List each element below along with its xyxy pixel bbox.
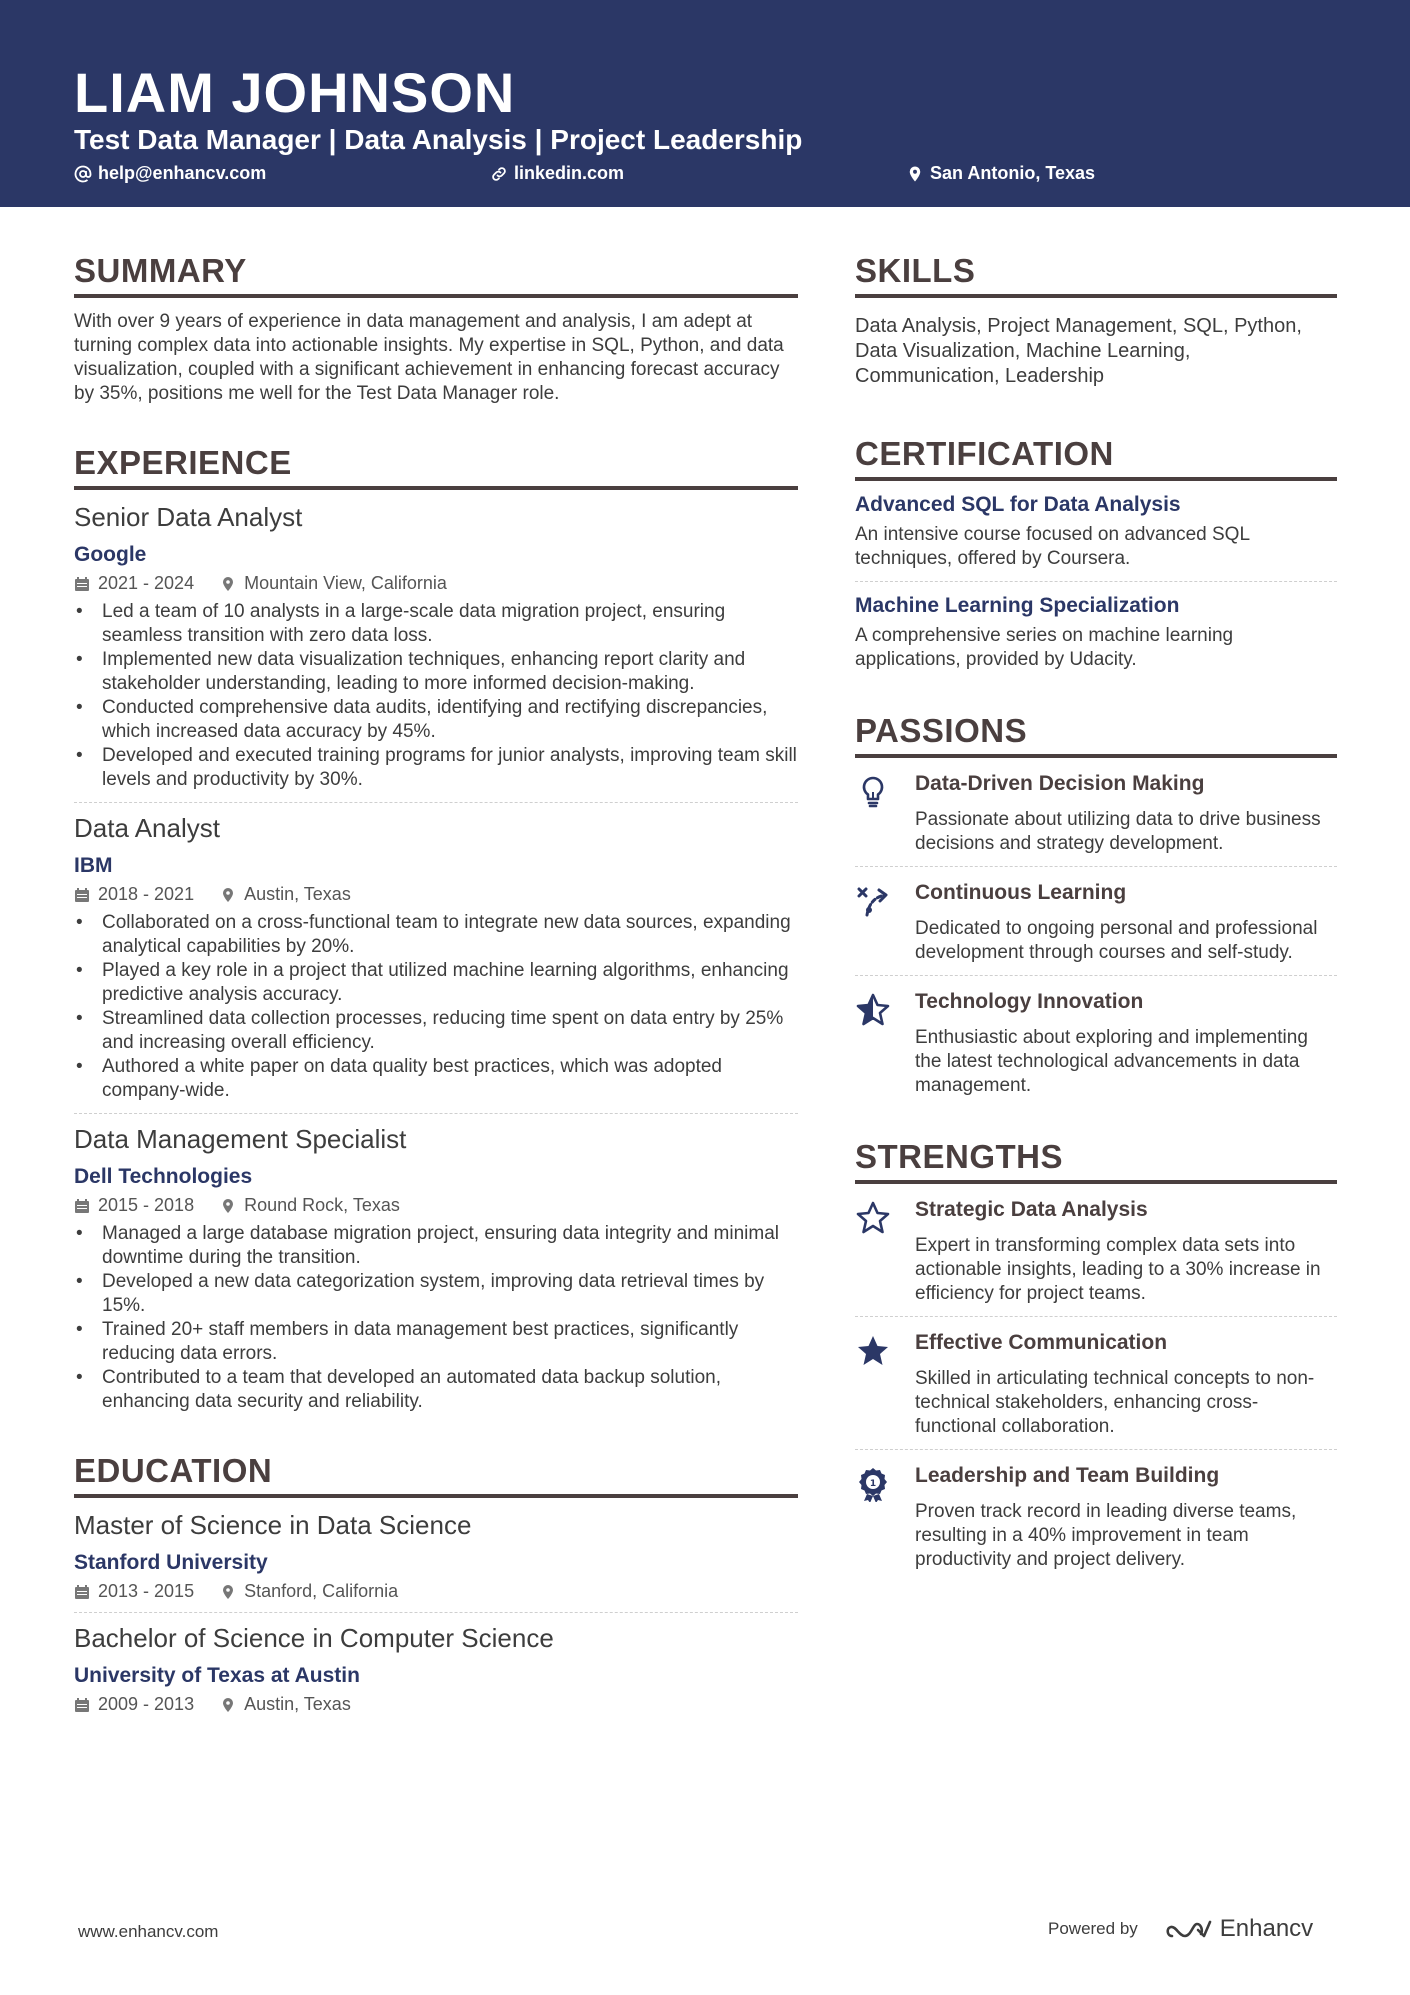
job-location: Round Rock, Texas [244, 1195, 400, 1215]
calendar-icon [74, 1697, 90, 1713]
job-bullets [74, 911, 798, 1103]
experience-section [74, 444, 798, 1414]
company-name: Google [74, 543, 147, 566]
linkedin-contact[interactable] [490, 163, 624, 184]
bullet-item: • Played a key role in a project that utilized machine learning algorithms, enhancing predictive analysis accuracy. [74, 959, 798, 1007]
star-filled-icon [855, 1333, 891, 1369]
passion-title: Continuous Learning [915, 881, 1127, 904]
location-contact [906, 163, 1095, 184]
passion-item [855, 881, 1337, 965]
divider [855, 866, 1337, 867]
job-entry [74, 502, 798, 803]
degree-title: Bachelor of Science in Computer Science [74, 1623, 554, 1653]
divider [74, 1113, 798, 1114]
left-column [74, 252, 798, 1715]
job-meta [74, 884, 798, 905]
svg-text:1: 1 [869, 1479, 877, 1489]
education-dates: 2009 - 2013 [98, 1694, 195, 1714]
degree-title: Master of Science in Data Science [74, 1510, 472, 1540]
skills-section [855, 252, 1337, 389]
job-bullets [74, 1222, 798, 1414]
divider [855, 581, 1337, 582]
strength-title: Strategic Data Analysis [915, 1198, 1148, 1221]
bullet-item: • Authored a white paper on data quality best practices, which was adopted company-wide. [74, 1055, 798, 1103]
passion-title: Data-Driven Decision Making [915, 772, 1205, 795]
section-heading: PASSIONS [855, 712, 1337, 758]
passion-desc: Dedicated to ongoing personal and professional development through courses and self-study. [915, 918, 1318, 963]
education-meta [74, 1694, 798, 1715]
calendar-icon [74, 1584, 90, 1600]
powered-by-text: Powered by [1048, 1919, 1138, 1938]
certification-desc: A comprehensive series on machine learning applications, provided by Udacity. [855, 625, 1234, 670]
at-icon [74, 165, 92, 183]
link-icon [490, 165, 508, 183]
education-location: Stanford, California [244, 1581, 399, 1601]
divider [855, 1449, 1337, 1450]
bullet-item: • Managed a large database migration project, ensuring data integrity and minimal downtime during the transition. [74, 1222, 798, 1270]
education-entry [74, 1510, 798, 1613]
passion-item [855, 772, 1337, 856]
star-outline-icon [855, 1200, 891, 1236]
divider [855, 975, 1337, 976]
job-meta [74, 573, 798, 594]
strength-item [855, 1464, 1337, 1572]
header-banner [0, 0, 1410, 207]
certification-desc: An intensive course focused on advanced SQL techniques, offered by Coursera. [855, 524, 1250, 569]
map-pin-icon [220, 1697, 236, 1713]
bullet-item: • Contributed to a team that developed an automated data backup solution, enhancing data security and reliability. [74, 1366, 798, 1414]
section-heading: EXPERIENCE [74, 444, 798, 490]
divider [855, 1316, 1337, 1317]
bullet-item: • Developed and executed training programs for junior analysts, improving team skill levels and productivity by 30%. [74, 744, 798, 792]
passion-title: Technology Innovation [915, 990, 1144, 1013]
footer-powered [1048, 1915, 1313, 1943]
bullet-item: • Implemented new data visualization techniques, enhancing report clarity and stakeholder understanding, leading to more informed decision-making. [74, 648, 798, 696]
strength-title: Effective Communication [915, 1331, 1168, 1354]
bullet-item: • Collaborated on a cross-functional team to integrate new data sources, expanding analytical capabilities by 20%. [74, 911, 798, 959]
job-location: Austin, Texas [244, 884, 351, 904]
strength-item [855, 1331, 1337, 1439]
job-bullets [74, 600, 798, 792]
job-title: Data Analyst [74, 813, 220, 843]
certification-entry [855, 493, 1337, 582]
right-column [855, 252, 1337, 1572]
education-dates: 2013 - 2015 [98, 1581, 195, 1601]
calendar-icon [74, 1198, 90, 1214]
strength-item [855, 1198, 1337, 1306]
linkedin-text: linkedin.com [514, 163, 625, 183]
summary-section [74, 252, 798, 406]
job-entry [74, 813, 798, 1114]
section-heading: EDUCATION [74, 1452, 798, 1498]
footer-website[interactable]: www.enhancv.com [78, 1922, 219, 1941]
email-text: help@enhancv.com [98, 163, 267, 183]
map-pin-icon [220, 576, 236, 592]
school-name: University of Texas at Austin [74, 1664, 360, 1687]
passion-desc: Passionate about utilizing data to drive business decisions and strategy development. [915, 809, 1321, 854]
job-dates: 2021 - 2024 [98, 573, 195, 593]
passion-item [855, 990, 1337, 1098]
award-ribbon-icon [855, 1466, 891, 1502]
job-title: Data Management Specialist [74, 1124, 407, 1154]
section-heading: SUMMARY [74, 252, 798, 298]
job-dates: 2015 - 2018 [98, 1195, 195, 1215]
bullet-item: • Trained 20+ staff members in data management best practices, significantly reducing data errors. [74, 1318, 798, 1366]
candidate-title: Test Data Manager | Data Analysis | Project Leadership [74, 124, 803, 155]
enhancv-logo-icon [1164, 1916, 1212, 1942]
divider [74, 1612, 798, 1613]
strategy-arrow-icon [855, 883, 891, 919]
strength-desc: Skilled in articulating technical concepts to non-technical stakeholders, enhancing cross-functional collaboration. [915, 1368, 1315, 1437]
bullet-item: • Streamlined data collection processes, reducing time spent on data entry by 25% and increasing overall efficiency. [74, 1007, 798, 1055]
map-pin-icon [220, 887, 236, 903]
calendar-icon [74, 887, 90, 903]
education-section [74, 1452, 798, 1715]
map-pin-icon [220, 1198, 236, 1214]
strength-title: Leadership and Team Building [915, 1464, 1220, 1487]
bullet-item: • Developed a new data categorization system, improving data retrieval times by 15%. [74, 1270, 798, 1318]
job-entry [74, 1124, 798, 1414]
certification-section [855, 435, 1337, 672]
certification-entry [855, 594, 1337, 672]
enhancv-logo[interactable] [1164, 1915, 1313, 1943]
company-name: IBM [74, 854, 113, 877]
strength-desc: Expert in transforming complex data sets into actionable insights, leading to a 30% increase in efficiency for project teams. [915, 1235, 1321, 1304]
school-name: Stanford University [74, 1551, 268, 1574]
job-meta [74, 1195, 798, 1216]
bullet-item: • Conducted comprehensive data audits, identifying and rectifying discrepancies, which increased data accuracy by 45%. [74, 696, 798, 744]
job-dates: 2018 - 2021 [98, 884, 195, 904]
strength-desc: Proven track record in leading diverse teams, resulting in a 40% improvement in team productivity and project delivery. [915, 1501, 1297, 1570]
bullet-item: • Led a team of 10 analysts in a large-scale data migration project, ensuring seamless transition with zero data loss. [74, 600, 798, 648]
email-contact[interactable] [74, 163, 266, 184]
certification-title: Machine Learning Specialization [855, 594, 1180, 617]
section-heading: SKILLS [855, 252, 1337, 298]
passion-desc: Enthusiastic about exploring and implementing the latest technological advancements in data management. [915, 1027, 1308, 1096]
divider [74, 802, 798, 803]
strengths-section [855, 1138, 1337, 1572]
education-location: Austin, Texas [244, 1694, 351, 1714]
job-location: Mountain View, California [244, 573, 447, 593]
brand-name: Enhancv [1219, 1915, 1314, 1942]
star-half-icon [855, 992, 891, 1028]
calendar-icon [74, 576, 90, 592]
section-heading: CERTIFICATION [855, 435, 1337, 481]
candidate-name: LIAM JOHNSON [74, 61, 516, 124]
company-name: Dell Technologies [74, 1165, 253, 1188]
map-pin-icon [220, 1584, 236, 1600]
summary-text: With over 9 years of experience in data management and analysis, I am adept at turning complex data into actionable insights. My expertise in SQL, Python, and data visualization, coupled with a significant achievement in enhancing forecast accuracy by 35%, positions me well for the Test Data Manager role. [74, 311, 784, 404]
map-pin-icon [906, 165, 924, 183]
certification-title: Advanced SQL for Data Analysis [855, 493, 1181, 516]
lightbulb-icon [855, 774, 891, 810]
skills-text: Data Analysis, Project Management, SQL, Python, Data Visualization, Machine Learning, Communication, Leadership [855, 315, 1302, 387]
education-entry [74, 1623, 798, 1715]
passions-section [855, 712, 1337, 1098]
education-meta [74, 1581, 798, 1602]
location-text: San Antonio, Texas [930, 163, 1096, 183]
section-heading: STRENGTHS [855, 1138, 1337, 1184]
job-title: Senior Data Analyst [74, 502, 303, 532]
